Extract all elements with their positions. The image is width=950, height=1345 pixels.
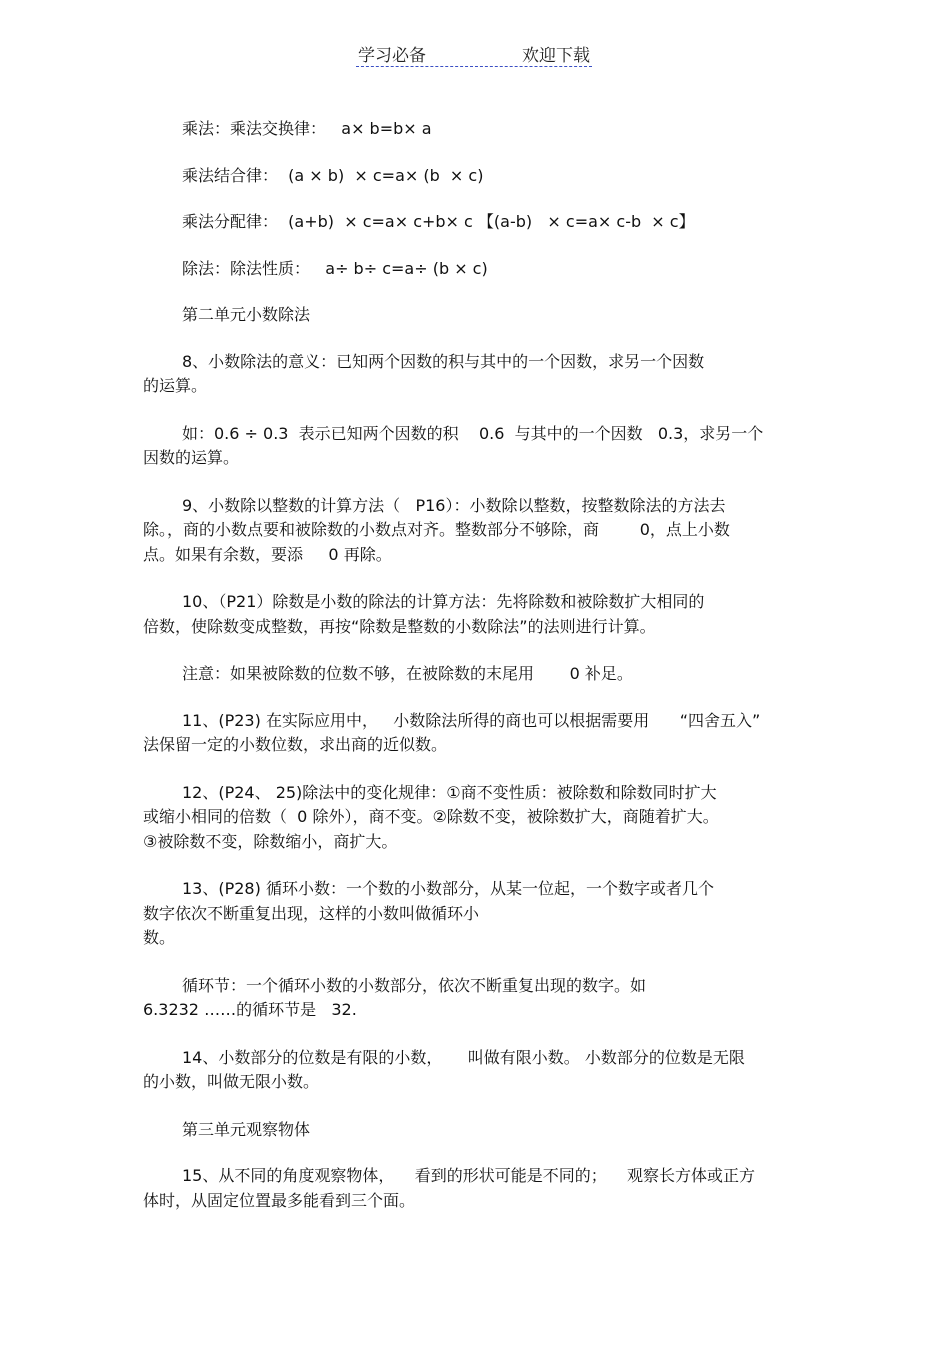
header-left-text: 学习必备 xyxy=(358,46,426,66)
paragraph-item-14: 14、小数部分的位数是有限的小数， 叫做有限小数。 小数部分的位数是无限 的小数，叫做无限小数。 xyxy=(143,1047,745,1091)
page-header xyxy=(356,40,592,67)
section-heading-unit-3: 第三单元观察物体 xyxy=(182,1119,311,1139)
paragraph-item-10: 10、（P21）除数是小数的除法的计算方法：先将除数和被除数扩大相同的 倍数，使除数变成整数，再按“除数是整数的小数除法”的法则进行计算。 xyxy=(143,592,705,636)
paragraph-multiplication-associative: 乘法结合律： (a × b) × c=a× (b × c) xyxy=(182,165,484,185)
paragraph-item-13: 13、(P28) 循环小数：一个数的小数部分，从某一位起，一个数字或者几个 数字依次不断重复出现，这样的小数叫做循环小 数。 xyxy=(143,879,714,947)
paragraph-division-property: 除法：除法性质： a÷ b÷ c=a÷ (b × c) xyxy=(182,258,488,278)
paragraph-note: 注意：如果被除数的位数不够，在被除数的末尾用 0 补足。 xyxy=(182,664,633,683)
paragraph-item-9: 9、小数除以整数的计算方法（ P16）：小数除以整数，按整数除法的方法去 除。，商的小数点要和被除数的小数点对齐。整数部分不够除，商 0，点上小数 点。如果有余数，要添 0 再除。 xyxy=(143,495,730,564)
paragraph-repeating-section: 循环节：一个循环小数的小数部分，依次不断重复出现的数字。如 6.3232 ……的循环节是 32. xyxy=(143,975,647,1019)
paragraph-item-12: 12、(P24、 25)除法中的变化规律：①商不变性质：被除数和除数同时扩大 或缩小相同的倍数（ 0 除外），商不变。②除数不变，被除数扩大，商随着扩大。 ③被除数不变，除数缩小，商扩大。 xyxy=(143,782,719,851)
paragraph-multiplication-commutative: 乘法：乘法交换律： a× b=b× a xyxy=(182,119,432,138)
section-heading-unit-2: 第二单元小数除法 xyxy=(182,305,311,324)
paragraph-multiplication-distributive: 乘法分配律： (a+b) × c=a× c+b× c 【(a-b) × c=a× c-b × c】 xyxy=(182,212,695,231)
header-right-text: 欢迎下载 xyxy=(522,46,590,66)
paragraph-item-8: 8、小数除法的意义：已知两个因数的积与其中的一个因数，求另一个因数 的运算。 xyxy=(143,351,705,395)
document-body xyxy=(143,117,805,1236)
paragraph-item-15: 15、从不同的角度观察物体， 看到的形状可能是不同的； 观察长方体或正方 体时，从固定位置最多能看到三个面。 xyxy=(143,1166,756,1210)
paragraph-example: 如：0.6 ÷ 0.3 表示已知两个因数的积 0.6 与其中的一个因数 0.3，求另一个 因数的运算。 xyxy=(143,423,764,467)
paragraph-item-11: 11、(P23) 在实际应用中， 小数除法所得的商也可以根据需要用 “四舍五入” 法保留一定的小数位数，求出商的近似数。 xyxy=(143,710,761,754)
